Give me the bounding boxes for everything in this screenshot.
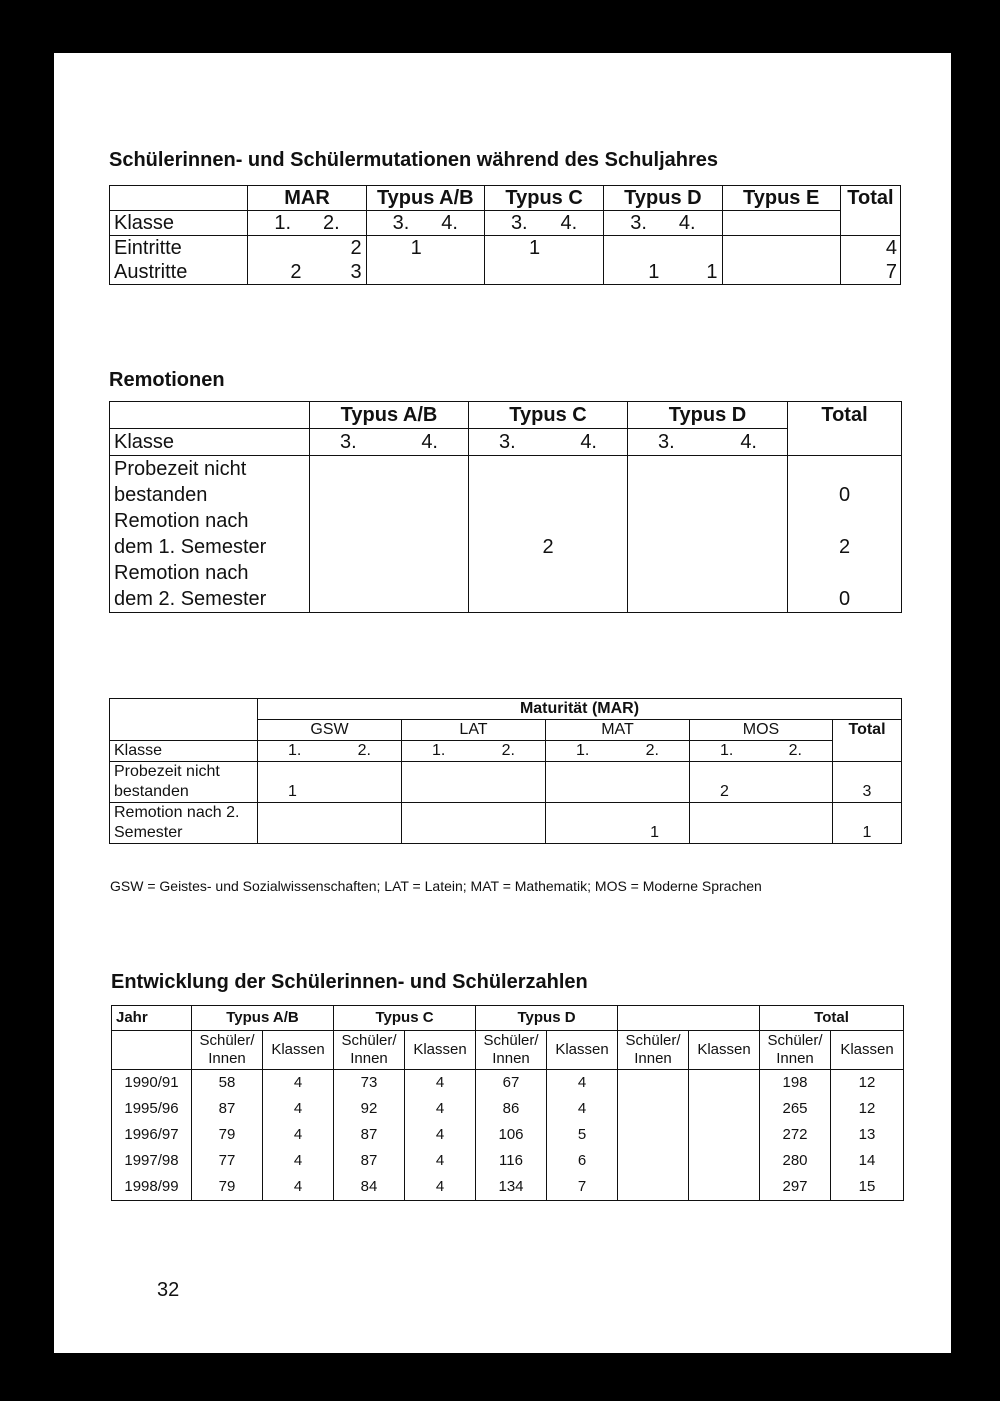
maturitaet-table xyxy=(109,698,902,844)
cell-total: 4 xyxy=(840,236,900,261)
cell: 4 xyxy=(263,1070,334,1097)
cell: 4 xyxy=(263,1148,334,1174)
cell: 4 xyxy=(547,1096,618,1122)
cell-jahr: 1997/98 xyxy=(112,1148,192,1174)
col-typus-e: Typus E xyxy=(722,186,840,211)
table-row xyxy=(110,560,902,613)
cell: 265 xyxy=(760,1096,831,1122)
cell: 4 xyxy=(263,1096,334,1122)
klasse-value: 3. xyxy=(658,431,675,453)
row-label: Semester xyxy=(114,824,183,841)
cell: 77 xyxy=(192,1148,263,1174)
cell: 79 xyxy=(192,1174,263,1201)
maturitaet-header-row xyxy=(110,699,902,720)
cell xyxy=(689,1148,760,1174)
cell-total: 3 xyxy=(833,762,902,803)
cell: 5 xyxy=(547,1122,618,1148)
cell xyxy=(310,456,469,509)
row-label: Remotion nach 2. xyxy=(114,804,240,821)
cell xyxy=(689,1174,760,1201)
page-number: 32 xyxy=(157,1279,180,1301)
row-label: Remotion nach xyxy=(114,562,249,584)
row-label: dem 2. Semester xyxy=(114,588,267,610)
cell: 198 xyxy=(760,1070,831,1097)
col-total: Total xyxy=(840,186,900,236)
cell xyxy=(618,1174,689,1201)
klasse-value: 4. xyxy=(421,431,438,453)
cell: 106 xyxy=(476,1122,547,1148)
col-typus-c: Typus C xyxy=(469,402,628,429)
cell: 73 xyxy=(334,1070,405,1097)
cell: 280 xyxy=(760,1148,831,1174)
cell: 4 xyxy=(405,1174,476,1201)
cell-jahr: 1995/96 xyxy=(112,1096,192,1122)
cell: 12 xyxy=(831,1070,904,1097)
table-row xyxy=(110,803,902,844)
table-row xyxy=(110,762,902,803)
entwicklung-title: Entwicklung der Schülerinnen- und Schülerzahlen xyxy=(111,971,588,993)
row-label: Remotion nach xyxy=(114,510,249,532)
cell: 4 xyxy=(405,1096,476,1122)
col-typus-c: Typus C xyxy=(484,186,603,211)
cell xyxy=(310,508,469,560)
table-row xyxy=(110,508,902,560)
remotionen-title: Remotionen xyxy=(109,369,225,391)
col-total: Total xyxy=(788,402,902,456)
sub-klassen: Klassen xyxy=(263,1031,334,1070)
klasse-value: 1. xyxy=(274,212,292,234)
klasse-value: 1. xyxy=(288,742,302,759)
sub-klassen: Klassen xyxy=(547,1031,618,1070)
cell: 84 xyxy=(334,1174,405,1201)
cell: 297 xyxy=(760,1174,831,1201)
cell: 15 xyxy=(831,1174,904,1201)
sub-schueler: Schüler/ xyxy=(625,1032,681,1049)
sub-klassen: Klassen xyxy=(405,1031,476,1070)
cell xyxy=(618,1122,689,1148)
remotionen-header-row xyxy=(110,402,902,429)
cell xyxy=(722,236,840,261)
cell xyxy=(689,1096,760,1122)
group-typus-ab: Typus A/B xyxy=(192,1006,334,1031)
sub-schueler: Innen xyxy=(634,1050,672,1067)
sub-schueler: Innen xyxy=(776,1050,814,1067)
sub-schueler: Innen xyxy=(492,1050,530,1067)
cell xyxy=(618,1070,689,1097)
cell: 67 xyxy=(476,1070,547,1097)
cell-total: 7 xyxy=(840,260,900,285)
klasse-value: 1. xyxy=(432,742,446,759)
col-mos: MOS xyxy=(690,720,833,741)
cell xyxy=(618,1148,689,1174)
cell xyxy=(722,260,840,285)
group-typus-c: Typus C xyxy=(334,1006,476,1031)
maturitaet-header: Maturität (MAR) xyxy=(258,699,902,720)
klasse-value: 1. xyxy=(576,742,590,759)
cell xyxy=(628,456,788,509)
group-total: Total xyxy=(760,1006,904,1031)
legend-note: GSW = Geistes- und Sozialwissenschaften; LAT = Latein; MAT = Mathematik; MOS = Moderne Sprachen xyxy=(110,878,762,894)
cell: 1 xyxy=(528,237,541,259)
klasse-value: 2. xyxy=(645,742,659,759)
cell-total: 1 xyxy=(833,803,902,844)
klasse-label: Klasse xyxy=(110,211,248,236)
klasse-value: 3. xyxy=(510,212,528,234)
row-label: Probezeit nicht xyxy=(114,763,220,780)
klasse-value: 4. xyxy=(580,431,597,453)
row-label: Eintritte xyxy=(110,236,248,261)
sub-klassen: Klassen xyxy=(689,1031,760,1070)
cell xyxy=(469,456,628,509)
entwicklung-table xyxy=(111,1005,904,1201)
row-label: bestanden xyxy=(114,484,208,506)
mutations-table xyxy=(109,185,901,285)
table-row xyxy=(110,236,901,261)
klasse-value: 4. xyxy=(678,212,696,234)
remotionen-klasse-row xyxy=(110,429,902,456)
cell-total: 2 xyxy=(788,508,902,560)
cell-total: 0 xyxy=(788,560,902,613)
table-row xyxy=(112,1148,904,1174)
sub-schueler: Schüler/ xyxy=(199,1032,255,1049)
cell-total: 0 xyxy=(788,456,902,509)
table-row xyxy=(112,1122,904,1148)
cell xyxy=(689,1070,760,1097)
cell xyxy=(469,560,628,613)
klasse-value: 4. xyxy=(441,212,458,234)
col-lat: LAT xyxy=(402,720,546,741)
sub-schueler: Schüler/ xyxy=(767,1032,823,1049)
klasse-value: 4. xyxy=(560,212,578,234)
mutations-title: Schülerinnen- und Schülermutationen während des Schuljahres xyxy=(109,149,718,171)
col-typus-d: Typus D xyxy=(604,186,722,211)
cell: 116 xyxy=(476,1148,547,1174)
cell: 1 xyxy=(650,824,659,841)
col-typus-d: Typus D xyxy=(628,402,788,429)
cell: 14 xyxy=(831,1148,904,1174)
table-row xyxy=(112,1174,904,1201)
cell xyxy=(689,1122,760,1148)
cell xyxy=(618,1096,689,1122)
cell: 2 xyxy=(350,237,362,259)
cell: 134 xyxy=(476,1174,547,1201)
cell: 4 xyxy=(263,1174,334,1201)
klasse-value: 2. xyxy=(322,212,340,234)
cell: 7 xyxy=(547,1174,618,1201)
table-row xyxy=(110,260,901,285)
cell: 3 xyxy=(350,261,362,283)
row-label: Probezeit nicht xyxy=(114,458,247,480)
cell-jahr: 1998/99 xyxy=(112,1174,192,1201)
cell: 58 xyxy=(192,1070,263,1097)
klasse-value: 3. xyxy=(630,212,647,234)
table-row xyxy=(112,1070,904,1097)
cell: 13 xyxy=(831,1122,904,1148)
entwicklung-sub-row xyxy=(112,1031,904,1070)
klasse-value: 2. xyxy=(501,742,515,759)
klasse-value: 3. xyxy=(340,431,357,453)
cell: 86 xyxy=(476,1096,547,1122)
cell: 1 xyxy=(410,237,422,259)
cell xyxy=(628,508,788,560)
row-label: bestanden xyxy=(114,783,189,800)
maturitaet-klasse-row xyxy=(110,741,902,762)
table-row xyxy=(112,1096,904,1122)
cell xyxy=(310,560,469,613)
sub-schueler: Innen xyxy=(350,1050,388,1067)
table-row xyxy=(110,456,902,509)
klasse-value: 3. xyxy=(499,431,516,453)
cell: 92 xyxy=(334,1096,405,1122)
cell: 272 xyxy=(760,1122,831,1148)
cell: 2 xyxy=(469,508,628,560)
mutations-klasse-row xyxy=(110,211,901,236)
entwicklung-group-row xyxy=(112,1006,904,1031)
cell: 4 xyxy=(405,1122,476,1148)
sub-klassen: Klassen xyxy=(831,1031,904,1070)
cell: 87 xyxy=(334,1122,405,1148)
klasse-value: 4. xyxy=(740,431,757,453)
cell: 12 xyxy=(831,1096,904,1122)
mutations-header-row xyxy=(110,186,901,211)
sub-schueler: Schüler/ xyxy=(483,1032,539,1049)
sub-schueler: Innen xyxy=(208,1050,246,1067)
col-mar: MAR xyxy=(248,186,366,211)
cell: 4 xyxy=(405,1070,476,1097)
klasse-value: 2. xyxy=(357,742,371,759)
klasse-label: Klasse xyxy=(110,429,310,456)
cell xyxy=(628,560,788,613)
cell: 6 xyxy=(547,1148,618,1174)
cell: 4 xyxy=(405,1148,476,1174)
cell-jahr: 1990/91 xyxy=(112,1070,192,1097)
cell: 1 xyxy=(648,261,660,283)
cell: 4 xyxy=(263,1122,334,1148)
row-label: Austritte xyxy=(110,260,248,285)
klasse-value: 3. xyxy=(392,212,410,234)
col-total: Total xyxy=(833,720,902,762)
klasse-label: Klasse xyxy=(110,741,258,762)
cell: 1 xyxy=(288,783,297,800)
klasse-value: 1. xyxy=(720,742,734,759)
cell: 4 xyxy=(547,1070,618,1097)
sub-schueler: Schüler/ xyxy=(341,1032,397,1049)
col-jahr: Jahr xyxy=(112,1006,192,1031)
group-empty xyxy=(618,1006,760,1031)
cell: 79 xyxy=(192,1122,263,1148)
cell: 2 xyxy=(290,261,302,283)
col-typus-ab: Typus A/B xyxy=(310,402,469,429)
cell: 87 xyxy=(192,1096,263,1122)
document-page xyxy=(54,53,951,1353)
cell: 87 xyxy=(334,1148,405,1174)
col-gsw: GSW xyxy=(258,720,402,741)
group-typus-d: Typus D xyxy=(476,1006,618,1031)
cell-jahr: 1996/97 xyxy=(112,1122,192,1148)
col-mat: MAT xyxy=(546,720,690,741)
col-typus-ab: Typus A/B xyxy=(366,186,484,211)
cell: 2 xyxy=(720,783,729,800)
row-label: dem 1. Semester xyxy=(114,536,267,558)
cell: 1 xyxy=(706,261,718,283)
remotionen-table xyxy=(109,401,902,613)
klasse-value: 2. xyxy=(788,742,802,759)
